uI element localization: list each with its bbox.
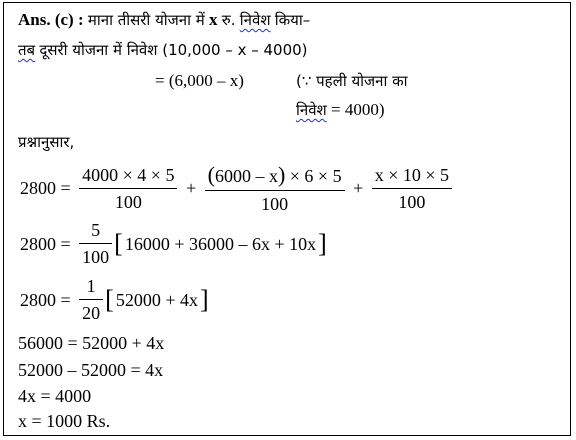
eq2-numerator: 5	[79, 220, 112, 244]
eq1-f3-denominator: 100	[398, 191, 426, 212]
eq2-open-bracket: [	[114, 229, 123, 258]
line1-nivesh: निवेश	[239, 11, 271, 29]
line3-equation: = (6,000 – x)	[155, 71, 244, 90]
eq3-inner: 52000 + 4x	[115, 289, 198, 310]
answer-line-3-eq	[155, 71, 244, 91]
eq1-f3-numerator: x × 10 × 5	[372, 165, 452, 189]
answer-line-3-note	[296, 71, 408, 91]
equation-1	[18, 162, 454, 215]
eq3-numerator: 1	[79, 276, 103, 300]
eq3-lhs: 2800 =	[20, 289, 71, 310]
eq1-f2-close-paren: )	[277, 162, 286, 187]
eq2-denominator: 100	[82, 247, 110, 267]
equation-2	[18, 220, 327, 268]
answer-line-2	[18, 40, 308, 60]
eq1-plus-2: +	[353, 178, 364, 198]
equation-5: 52000 – 52000 = 4x	[18, 360, 164, 380]
line1-end: किया–	[274, 11, 311, 29]
eq3-open-bracket: [	[105, 285, 114, 314]
eq1-fraction-3	[372, 165, 452, 213]
eq2-close-bracket: ]	[318, 229, 327, 258]
line1-text: माना तीसरी योजना में	[87, 11, 205, 29]
eq3-close-bracket: ]	[199, 285, 209, 314]
line2-tab: तब	[18, 41, 36, 59]
eq1-f2-numerator	[205, 162, 345, 191]
line2-text: दूसरी योजना में निवेश (10,000 – x – 4000)	[39, 41, 308, 59]
eq2-fraction	[79, 220, 112, 268]
eq2-lhs: 2800 =	[20, 233, 71, 254]
eq3-denominator: 20	[82, 303, 101, 323]
answer-label: Ans. (c) :	[18, 10, 84, 29]
according-to-question: प्रश्नानुसार,	[18, 133, 75, 151]
eq1-f1-numerator: 4000 × 4 × 5	[79, 165, 177, 189]
line4-rest: = 4000)	[331, 100, 385, 119]
equation-3	[18, 276, 209, 324]
line3-note: (∵ पहली योजना का	[296, 72, 408, 90]
eq1-f2-denominator: 100	[261, 194, 289, 214]
answer-line-4	[296, 100, 385, 120]
eq1-fraction-2	[205, 162, 345, 215]
eq1-f2-rest: × 6 × 5	[285, 166, 342, 186]
eq1-lhs: 2800 =	[20, 178, 71, 198]
answer-line-1	[18, 10, 310, 30]
eq3-fraction	[79, 276, 103, 324]
eq1-f1-denominator: 100	[114, 191, 142, 212]
equation-6: 4x = 4000	[18, 386, 92, 406]
line1-rest: रु.	[221, 11, 236, 29]
eq1-f2-inner: 6000 – x	[214, 166, 278, 186]
equation-4: 56000 = 52000 + 4x	[18, 333, 165, 353]
variable-x: x	[209, 10, 218, 29]
answer-line-5	[18, 132, 74, 152]
line4-nivesh: निवेश	[296, 101, 327, 119]
eq1-plus-1: +	[185, 178, 197, 198]
eq1-fraction-1	[79, 165, 177, 213]
equation-7: x = 1000 Rs.	[18, 411, 111, 431]
eq1-f2-open-paren: (	[207, 162, 215, 187]
eq2-inner: 16000 + 36000 – 6x + 10x	[124, 233, 317, 254]
